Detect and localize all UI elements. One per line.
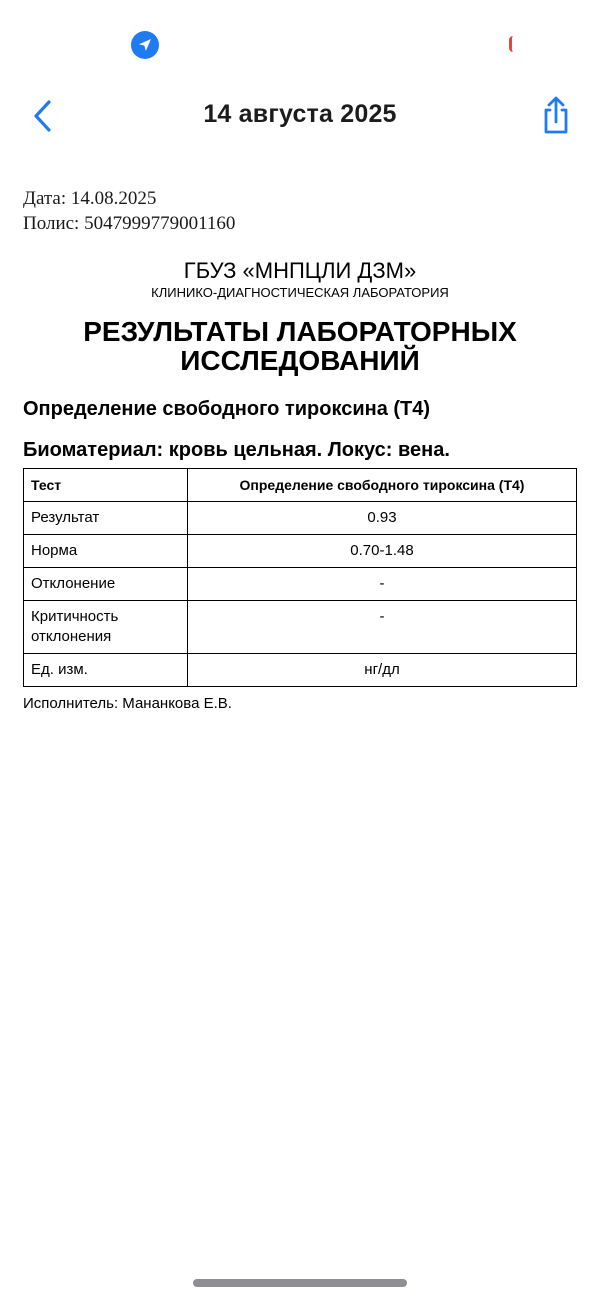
row-value-criticality: -	[188, 601, 577, 654]
report-date: Дата: 14.08.2025	[23, 188, 157, 209]
row-label-deviation: Отклонение	[24, 568, 188, 601]
location-arrow-icon	[131, 31, 159, 59]
table-row	[24, 568, 577, 601]
report-title	[23, 317, 577, 375]
row-value-norm: 0.70-1.48	[188, 535, 577, 568]
share-icon	[536, 94, 576, 138]
row-value-deviation: -	[188, 568, 577, 601]
header-label-cell: Тест	[24, 469, 188, 502]
table-row	[24, 601, 577, 654]
row-label-result: Результат	[24, 502, 188, 535]
page-title: 14 августа 2025	[203, 100, 397, 128]
test-name: Определение свободного тироксина (Т4)	[23, 398, 431, 420]
share-button[interactable]	[536, 94, 576, 138]
table-row	[24, 535, 577, 568]
row-value-result: 0.93	[188, 502, 577, 535]
status-bar	[0, 0, 600, 88]
executor-name: Исполнитель: Мананкова Е.В.	[23, 695, 232, 712]
organization-subtitle: КЛИНИКО-ДИАГНОСТИЧЕСКАЯ ЛАБОРАТОРИЯ	[151, 285, 449, 300]
recording-indicator-icon	[509, 36, 513, 52]
biomaterial-info: Биоматериал: кровь цельная. Локус: вена.	[23, 439, 450, 461]
lab-report-document	[23, 186, 577, 713]
report-title-line-1: РЕЗУЛЬТАТЫ ЛАБОРАТОРНЫХ	[83, 316, 517, 347]
row-value-units: нг/дл	[188, 654, 577, 687]
insurance-policy: Полис: 5047999779001160	[23, 213, 236, 234]
organization-name: ГБУЗ «МНПЦЛИ ДЗМ»	[183, 258, 417, 283]
row-label-units: Ед. изм.	[24, 654, 188, 687]
table-row	[24, 654, 577, 687]
report-title-line-2: ИССЛЕДОВАНИЙ	[180, 345, 420, 376]
row-label-criticality-line-1: Критичность	[31, 608, 119, 625]
results-table	[23, 468, 577, 687]
table-header-row	[24, 469, 577, 502]
table-row	[24, 502, 577, 535]
row-label-criticality-line-2: отклонения	[31, 628, 112, 645]
row-label-norm: Норма	[24, 535, 188, 568]
navigation-bar	[0, 88, 600, 144]
header-value-cell: Определение свободного тироксина (Т4)	[188, 469, 577, 502]
row-label-criticality	[24, 601, 188, 654]
home-indicator[interactable]	[193, 1279, 407, 1287]
